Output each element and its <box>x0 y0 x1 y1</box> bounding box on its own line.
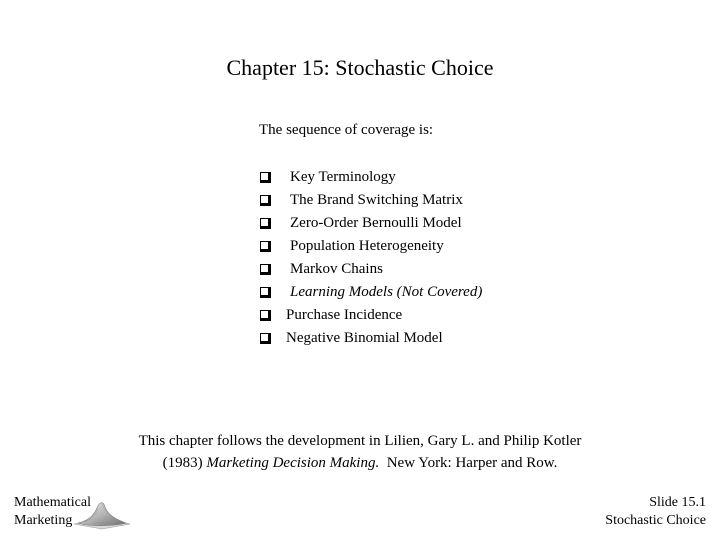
checkbox-bullet-icon <box>260 310 271 321</box>
checkbox-bullet-icon <box>260 287 271 298</box>
slide-number: Slide 15.1 <box>649 495 706 510</box>
list-item <box>260 327 482 350</box>
topic-label: Negative Binomial Model <box>286 330 443 346</box>
checkbox-bullet-icon <box>260 333 271 344</box>
list-item <box>260 235 482 258</box>
source-note-line-2 <box>0 452 720 474</box>
topic-list <box>260 166 482 350</box>
list-item <box>260 212 482 235</box>
publication-year: (1983) <box>162 455 203 471</box>
list-item <box>260 166 482 189</box>
list-item <box>260 304 482 327</box>
topic-label: Learning Models (Not Covered) <box>290 284 483 300</box>
brand-logo <box>14 494 134 534</box>
checkbox-bullet-icon <box>260 241 271 252</box>
list-item <box>260 189 482 212</box>
book-title: Marketing Decision Making. <box>206 455 380 471</box>
source-note <box>0 430 720 474</box>
slide-footer <box>605 494 706 530</box>
slide-chapter-name: Stochastic Choice <box>605 513 706 528</box>
brand-name: Mathematical Marketing <box>14 495 91 528</box>
page-title: Chapter 15: Stochastic Choice <box>226 55 494 80</box>
topic-label: Markov Chains <box>290 261 383 277</box>
source-note-line-1: This chapter follows the development in Lilien, Gary L. and Philip Kotler <box>138 433 582 449</box>
checkbox-bullet-icon <box>260 172 271 183</box>
topic-label: Zero-Order Bernoulli Model <box>290 215 462 231</box>
topic-label: Key Terminology <box>290 169 396 185</box>
topic-label: Purchase Incidence <box>286 307 403 323</box>
checkbox-bullet-icon <box>260 264 271 275</box>
list-item <box>260 281 482 304</box>
checkbox-bullet-icon <box>260 218 271 229</box>
topic-label: Population Heterogeneity <box>290 238 444 254</box>
list-item <box>260 258 482 281</box>
topic-label: The Brand Switching Matrix <box>290 192 463 208</box>
checkbox-bullet-icon <box>260 195 271 206</box>
publisher: New York: Harper and Row. <box>386 455 558 471</box>
intro-text: The sequence of coverage is: <box>259 122 434 138</box>
